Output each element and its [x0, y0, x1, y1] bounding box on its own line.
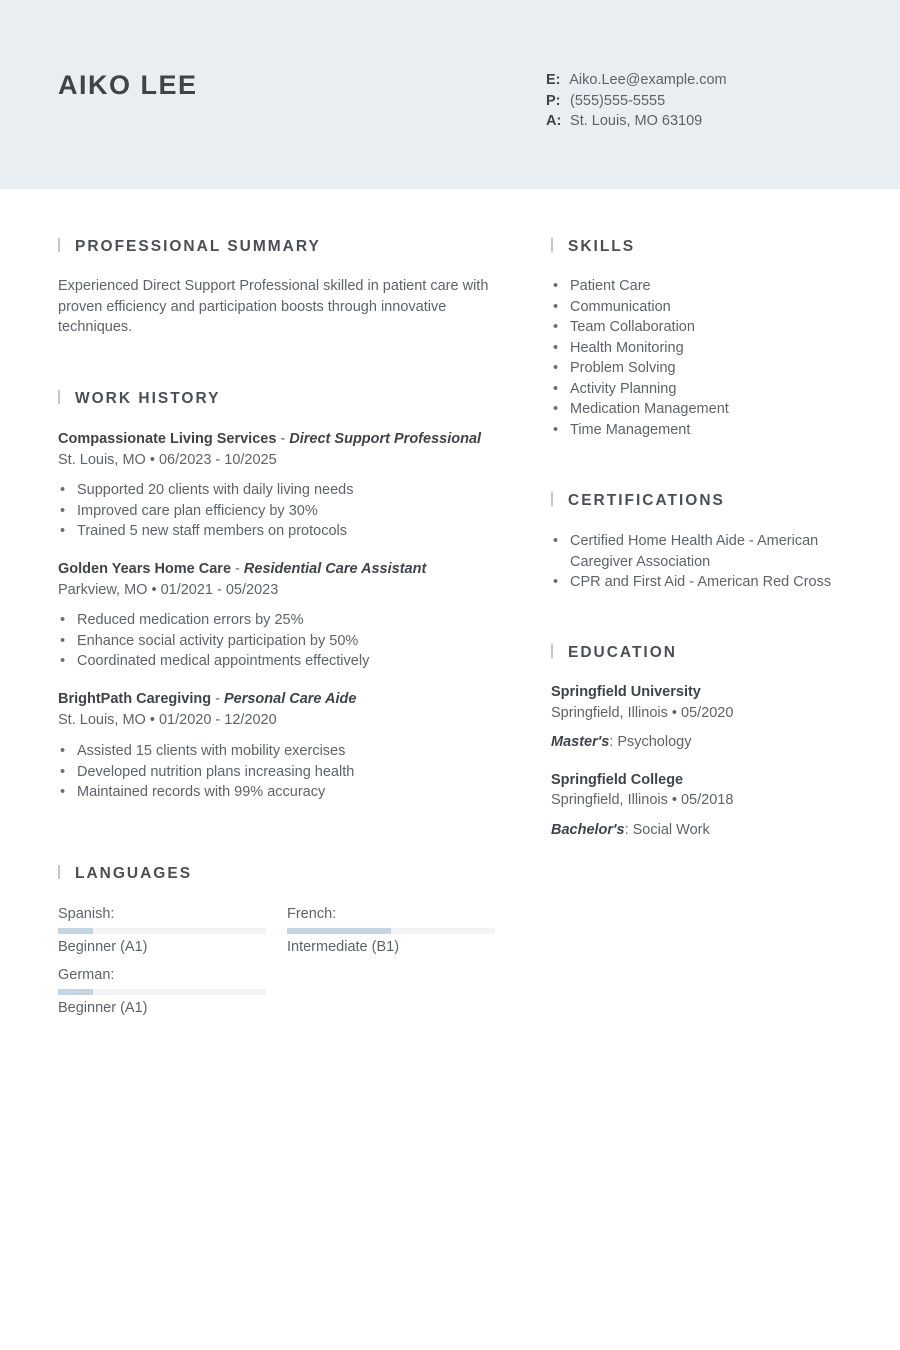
certification-item: • CPR and First Aid - American Red Cross [551, 572, 836, 593]
section-divider-bar [58, 390, 60, 404]
contact-email-key: E: [546, 72, 561, 88]
job-header [58, 689, 356, 709]
job-company: Compassionate Living Services [58, 431, 277, 447]
job-company: Golden Years Home Care [58, 561, 232, 577]
skills-list [551, 276, 851, 440]
list-item: • Reduced medication errors by 25% [58, 610, 498, 631]
language-level-bar [58, 928, 266, 934]
job-role: Residential Care Assistant [243, 561, 427, 577]
section-title-languages-text: LANGUAGES [75, 865, 193, 882]
language-level-fill [58, 928, 93, 934]
language-level-fill [287, 928, 391, 934]
list-item: • Assisted 15 clients with mobility exercises [58, 741, 498, 762]
language-level: Beginner (A1) [58, 1000, 148, 1016]
language-item [58, 965, 266, 1018]
section-title-summary [58, 238, 321, 256]
language-name: French: [287, 906, 337, 922]
language-item [58, 904, 266, 957]
section-title-summary-text: PROFESSIONAL SUMMARY [75, 238, 321, 255]
language-level: Beginner (A1) [58, 939, 148, 955]
skill-item: • Patient Care [551, 276, 851, 297]
certification-item: • Certified Home Health Aide - American Caregiver Association [551, 531, 836, 572]
job-role: Personal Care Aide [223, 691, 357, 707]
language-level-bar [58, 989, 266, 995]
section-title-education-text: EDUCATION [568, 644, 677, 661]
header-band [0, 0, 900, 189]
job-bullets [58, 741, 498, 803]
job-company: BrightPath Caregiving [58, 691, 212, 707]
job-meta: St. Louis, MO • 01/2020 - 12/2020 [58, 712, 277, 728]
section-divider-bar [551, 644, 553, 658]
skill-item: • Health Monitoring [551, 338, 851, 359]
skill-item: • Problem Solving [551, 358, 851, 379]
contact-email [546, 70, 727, 91]
section-title-skills [551, 238, 635, 256]
job-role: Direct Support Professional [289, 431, 482, 447]
education-meta: Springfield, Illinois • 05/2018 [551, 792, 734, 808]
language-name: German: [58, 967, 115, 983]
certifications-list [551, 531, 836, 593]
education-meta: Springfield, Illinois • 05/2020 [551, 705, 734, 721]
skill-item: • Communication [551, 297, 851, 318]
skill-item: • Team Collaboration [551, 317, 851, 338]
job-bullets [58, 480, 498, 542]
contact-address-key: A: [546, 113, 562, 129]
degree-type: Bachelor's [551, 822, 625, 838]
section-divider-bar [58, 865, 60, 879]
section-title-education [551, 644, 677, 662]
section-title-skills-text: SKILLS [568, 238, 636, 255]
job-meta: Parkview, MO • 01/2021 - 05/2023 [58, 582, 279, 598]
skill-item: • Time Management [551, 420, 851, 441]
section-title-certifications [551, 492, 725, 510]
section-divider-bar [551, 492, 553, 506]
list-item: • Trained 5 new staff members on protocols [58, 521, 498, 542]
skill-item: • Medication Management [551, 399, 851, 420]
section-title-languages [58, 865, 192, 883]
degree-field: : Psychology [609, 734, 692, 750]
contact-address [546, 111, 727, 132]
list-item: • Coordinated medical appointments effectively [58, 651, 498, 672]
language-level-fill [58, 989, 93, 995]
job-header [58, 429, 481, 449]
contact-address-value: St. Louis, MO 63109 [570, 113, 703, 129]
degree-type: Master's [551, 734, 610, 750]
job-header [58, 559, 426, 579]
section-divider-bar [58, 238, 60, 252]
language-item [287, 904, 495, 957]
section-title-work [58, 390, 220, 408]
list-item: • Improved care plan efficiency by 30% [58, 501, 498, 522]
candidate-name: AIKO LEE [58, 70, 198, 100]
list-item: • Enhance social activity participation by 50% [58, 631, 498, 652]
skill-item: • Activity Planning [551, 379, 851, 400]
language-level: Intermediate (B1) [287, 939, 400, 955]
summary-text: Experienced Direct Support Professional skilled in patient care with proven efficiency and participation boosts through innovative techniques. [58, 278, 489, 335]
contact-phone-key: P: [546, 92, 561, 109]
job-meta: St. Louis, MO • 06/2023 - 10/2025 [58, 452, 277, 468]
job-separator: - [231, 561, 244, 577]
section-title-certifications-text: CERTIFICATIONS [568, 492, 725, 509]
job-separator: - [276, 431, 290, 447]
language-level-bar [287, 928, 495, 934]
contact-phone-value[interactable]: (555)555-5555 [570, 92, 666, 109]
list-item: • Maintained records with 99% accuracy [58, 782, 498, 803]
job-separator: - [211, 691, 224, 707]
section-title-work-text: WORK HISTORY [75, 390, 221, 407]
section-divider-bar [551, 238, 553, 252]
language-name: Spanish: [58, 906, 115, 922]
contact-phone [546, 91, 727, 112]
list-item: • Developed nutrition plans increasing health [58, 762, 498, 783]
contact-block [546, 70, 727, 132]
degree-field: : Social Work [624, 822, 710, 838]
education-school: Springfield University [551, 684, 701, 700]
education-degree [551, 734, 691, 750]
contact-email-value[interactable]: Aiko.Lee@example.com [569, 72, 727, 88]
education-degree [551, 822, 710, 838]
job-bullets [58, 610, 498, 672]
education-school: Springfield College [551, 772, 684, 788]
list-item: • Supported 20 clients with daily living needs [58, 480, 498, 501]
